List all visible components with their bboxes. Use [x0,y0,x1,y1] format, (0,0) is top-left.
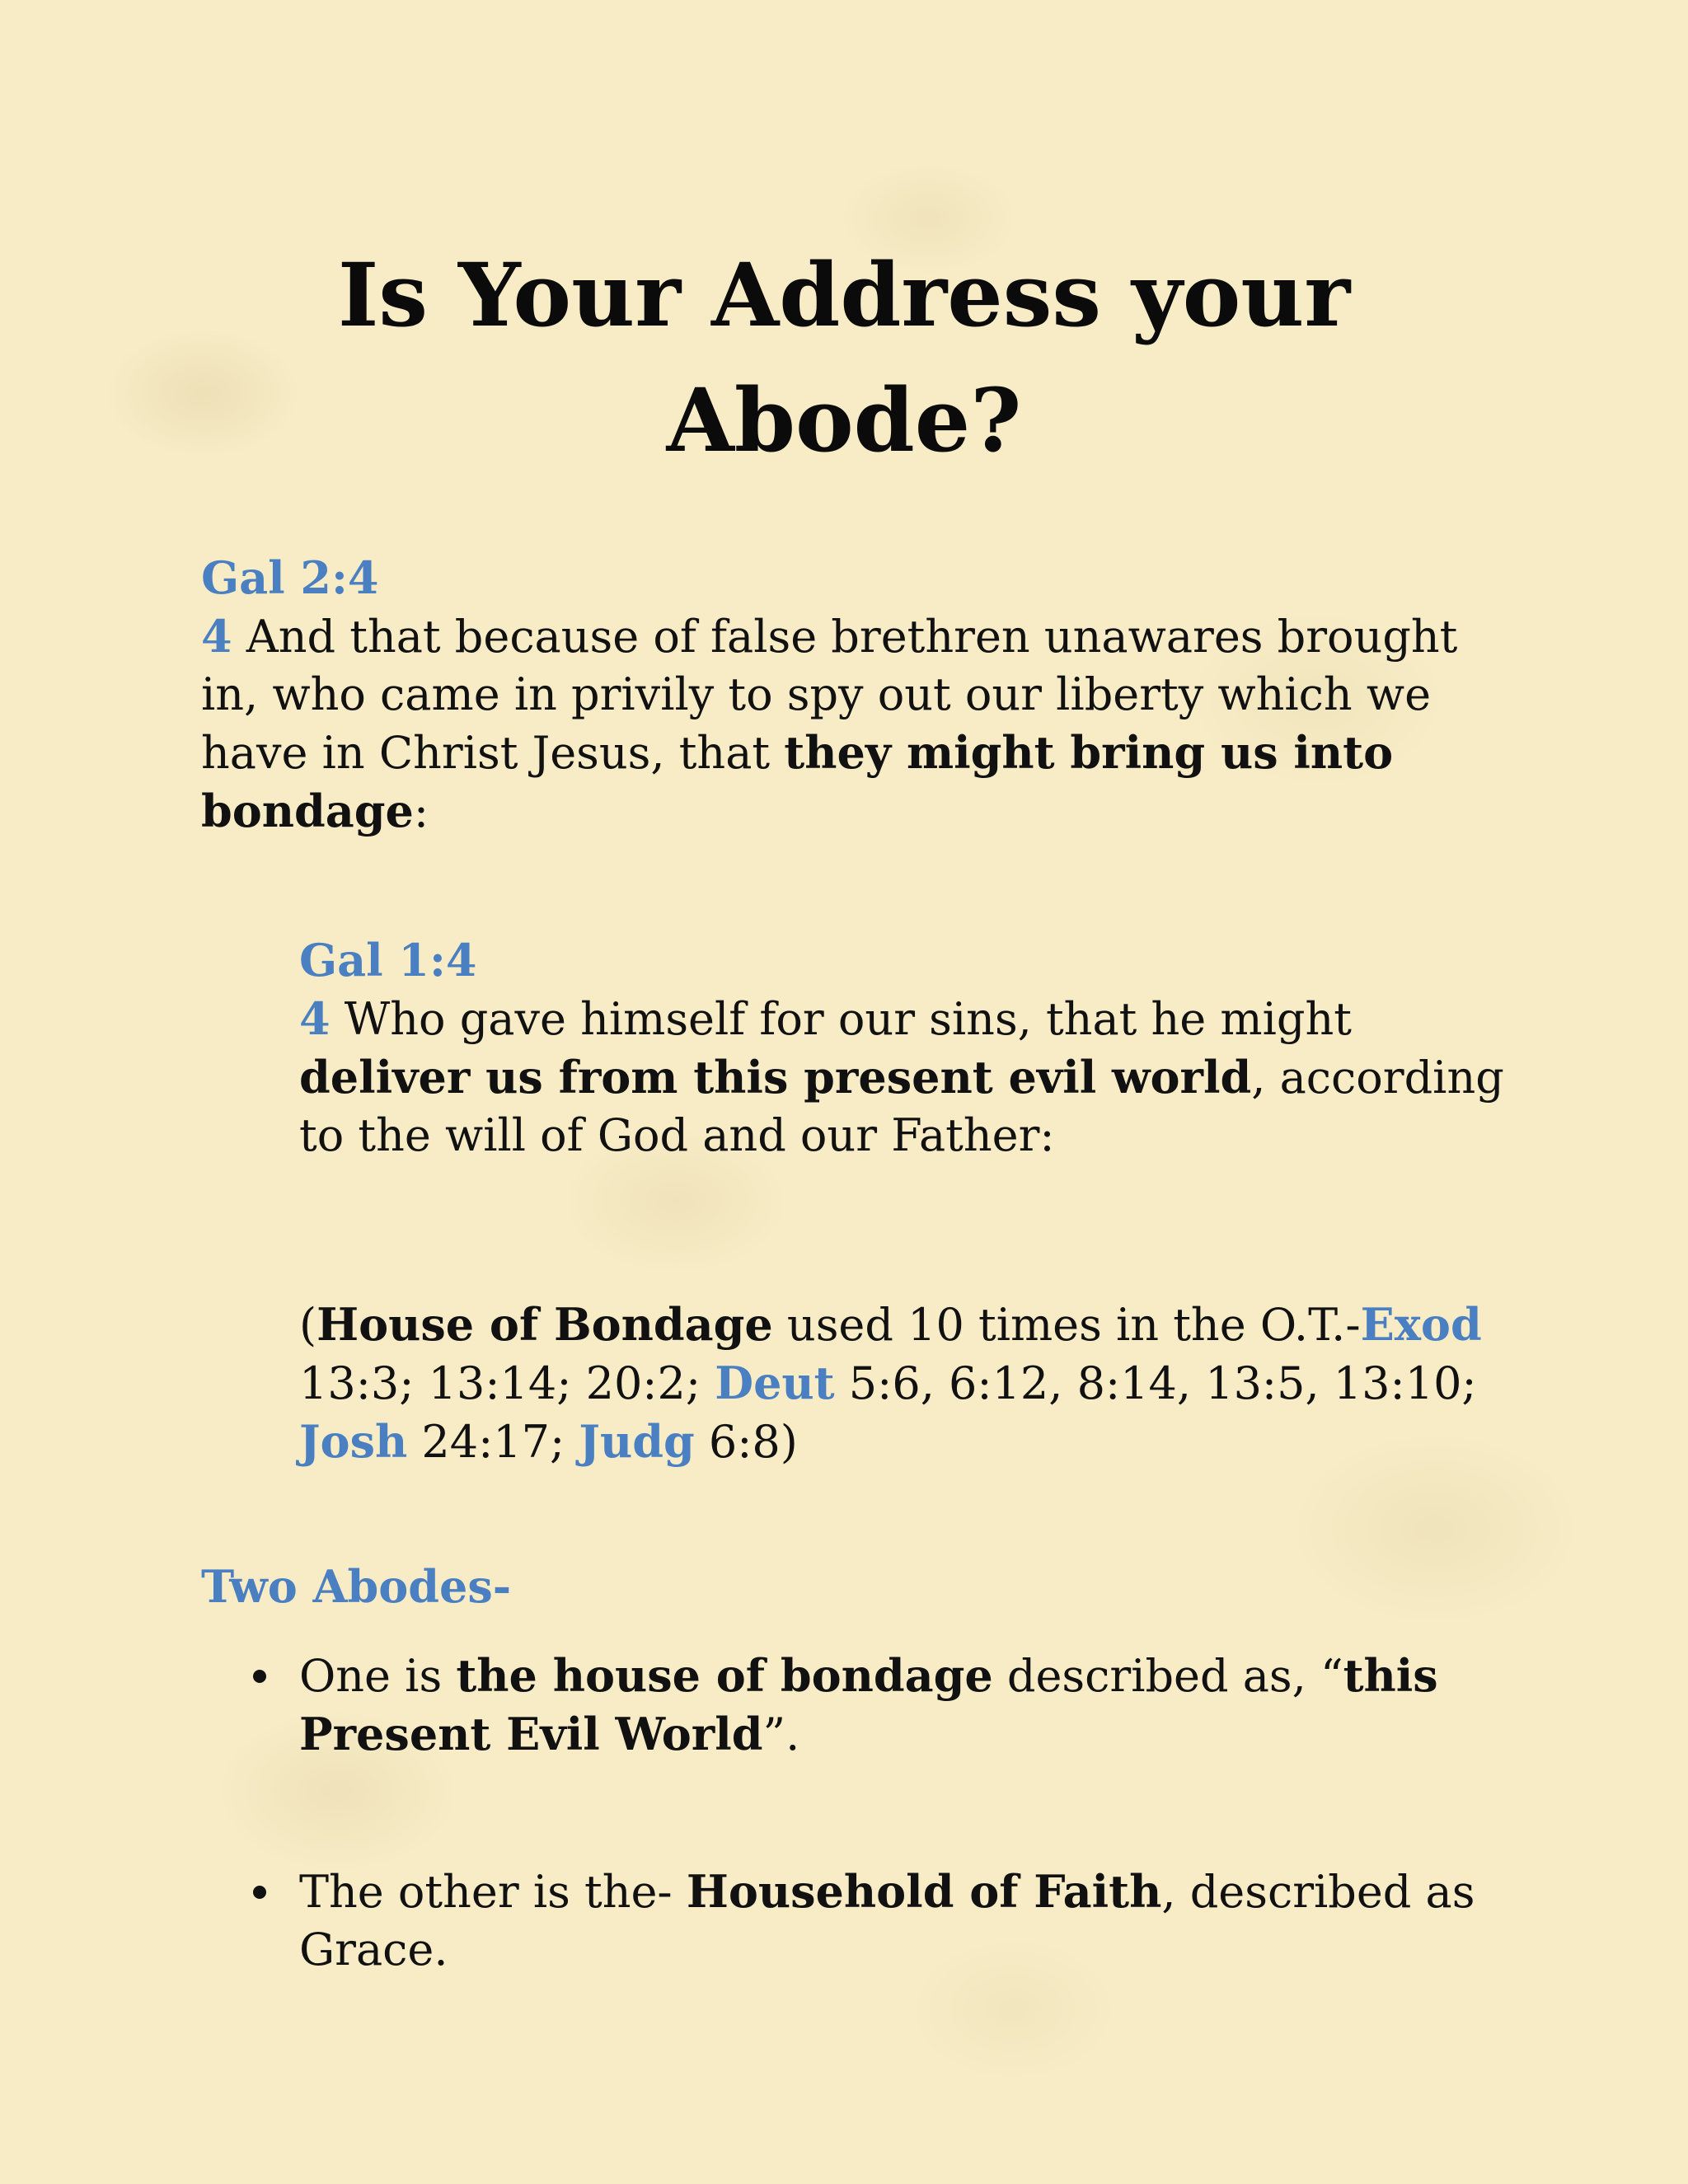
bullet-text: The other is the- [299,1866,687,1918]
deut-refs: 5:6, 6:12, 8:14, 13:5, 13:10; [834,1357,1477,1409]
scripture-reference: Gal 1:4 [299,934,477,987]
bullet-text: One is [299,1650,457,1702]
book-deut: Deut [715,1357,835,1409]
bullet-text-end: ”. [762,1708,800,1760]
josh-refs: 24:17; [407,1416,579,1468]
bullet-emphasis-2: this Present Evil World [299,1649,1438,1760]
note-emphasis: House of Bondage [316,1298,773,1351]
verse-emphasis: they might bring us into bondage [201,726,1394,837]
house-of-bondage-note [299,1296,1519,1471]
book-judg: Judg [579,1415,695,1468]
scripture-reference: Gal 2:4 [201,551,379,604]
section-heading: Two Abodes- [201,1560,512,1613]
verse-text: And that because of false brethren unawares brought in, who came in privily to spy out our liberty which we have in Christ Jesus, that [201,611,1458,779]
title-line-1: Is Your Address your [337,243,1351,346]
verse-text: Who gave himself for our sins, that he might [330,993,1352,1045]
page-title [0,232,1688,483]
title-line-2: Abode? [666,368,1022,471]
bullet-icon [253,1886,266,1899]
note-open-paren: ( [299,1299,317,1351]
bullet-emphasis: Household of Faith [686,1865,1162,1918]
verse-number: 4 [299,992,331,1045]
verse-text-end: , according to the will of God and our Father: [299,1052,1504,1161]
exod-refs: 13:3; 13:14; 20:2; [299,1357,715,1409]
note-text: used 10 times in the O.T.- [772,1299,1361,1351]
judg-refs: 6:8) [694,1416,798,1468]
two-abodes-heading [201,1558,1487,1616]
bullet-text-mid: described as, “ [992,1650,1343,1702]
book-exod: Exod [1360,1298,1482,1351]
bullet-emphasis: the house of bondage [456,1649,993,1702]
bullet-text-end: , described as Grace. [299,1866,1475,1975]
book-josh: Josh [299,1415,408,1468]
list-item [299,1647,1519,1764]
scripture-gal-2-4 [201,549,1487,841]
scripture-gal-1-4 [299,931,1519,1165]
verse-number: 4 [201,610,232,663]
bullet-icon [253,1670,266,1683]
list-item [299,1863,1519,1979]
verse-text-end: : [413,785,429,837]
verse-emphasis: deliver us from this present evil world [299,1051,1252,1104]
